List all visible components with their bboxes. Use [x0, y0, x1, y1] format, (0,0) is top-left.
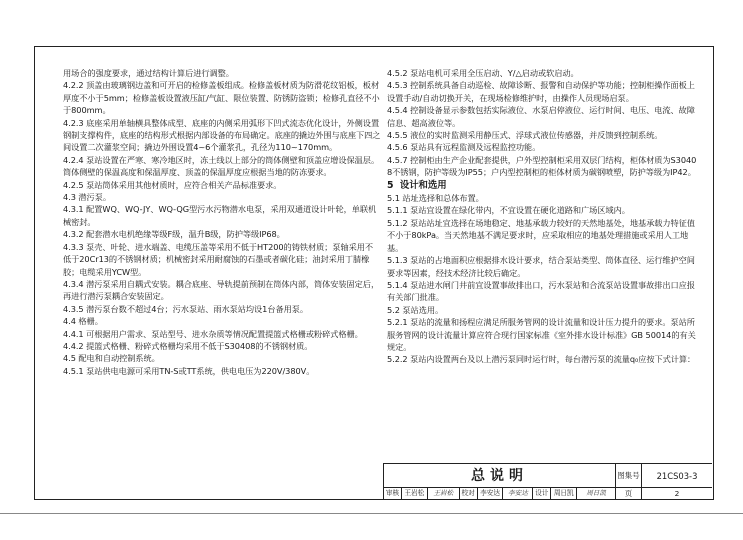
drawing-number: 21CS03-3 [642, 464, 712, 488]
paragraph: 4.3.4 潜污泵采用自耦式安装。耦合底座、导轨提前预制在筒体内部，筒体安装固定后，再进行潜污泵耦合安装固定。 [63, 278, 380, 302]
paragraph: 4.2.5 泵站筒体采用其他材质时，应符合相关产品标准要求。 [63, 179, 282, 190]
paragraph: 4.5 配电和自动控制系统。 [63, 353, 160, 364]
right-text-column [387, 67, 701, 366]
paragraph: 5.1.2 泵站站址宜选择在场地稳定、地基承载力较好的天然地基处，地基承载力特征值不小于80kPa。当天然地基不满足要求时，应采取相应的地基处理措施或采用人工地基。 [387, 217, 695, 253]
paragraph: 4.4.2 提篮式格栅、粉碎式格栅均采用不低于S30408的不锈钢材质。 [63, 340, 313, 351]
paragraph: 4.5.4 控制设备显示参数包括实际液位、水泵启停液位、运行时间、电压、电流、故障信息、超高液位等。 [387, 105, 695, 128]
review-label: 审核 [384, 488, 402, 499]
paragraph: 4.5.5 液位的实时监测采用静压式、浮球式液位传感器，并反馈到控制系统。 [387, 130, 663, 141]
paragraph: 5.1.4 泵站进水闸门井前宜设置事故排出口，污水泵站和合流泵站设置事故排出口应报有关部门批准。 [387, 279, 695, 303]
paragraph: 4.5.7 控制柜由生产企业配套提供，户外型控制柜采用双层门结构，柜体材质为S30408不锈钢，防护等级为IP55；户内型控制柜的柜体材质为碳钢喷塑，防护等级为IP42。 [387, 154, 697, 178]
paragraph: 4.5.6 泵站具有远程监测及远程监控功能。 [387, 142, 541, 153]
paragraph: 5.2.2 泵站内设置两台及以上潜污泵同时运行时，每台潜污泵的流量q₀应按下式计算： [387, 354, 696, 365]
reviewer-name: 王岩松 [402, 488, 428, 499]
paragraph: 4.3.5 潜污泵台数不超过4台；污水泵站、雨水泵站均设1台备用泵。 [63, 303, 309, 314]
title-block [383, 463, 712, 499]
left-text-column [63, 67, 381, 377]
paragraph: 4.2.4 泵站设置在严寒、寒冷地区时，冻土线以上部分的筒体侧壁和顶盖应增设保温层。筒体侧壁的保温高度和保温厚度、顶盖的保温厚度应根据当地的防冻要求。 [63, 154, 380, 178]
paragraph: 5.2 泵站选用。 [387, 304, 444, 315]
paragraph: 5.1.3 泵站的占地面积应根据排水设计要求，结合泵站类型、筒体直径、运行维护空间要求等因素，经技术经济比较后确定。 [387, 255, 695, 278]
paragraph: 5.2.1 泵站的流量和扬程应满足所服务管网的设计流量和设计压力提升的要求。泵站所服务管网的设计流量计算应符合现行国家标准《室外排水设计标准》GB 50014的有关规定。 [387, 317, 696, 352]
title-block-title: 总说明 [384, 464, 616, 488]
drawing-number-label: 图集号 [616, 464, 642, 488]
paragraph: 4.2.3 底座采用单轴横具整体成型、底座的内侧采用弧形下凹式流态优化设计，外侧设置钢制支撑构件，底座的结构形式根据内部设备的布局确定。底座的撬边外围与底座下四之间设置二次灌浆空间；撬边外围设置4~6个灌浆孔，孔径为110~170mm。 [63, 117, 381, 153]
paragraph: 用场合的强度要求，通过结构计算后进行调整。 [63, 68, 234, 78]
design-label: 设计 [533, 488, 551, 499]
section-heading: 5 设计和选用 [387, 179, 447, 191]
paragraph: 4.4.1 可根据用户需求、泵站型号、进水杂质等情况配置提篮式格栅或粉碎式格栅。 [63, 328, 363, 339]
paragraph: 4.3 潜污泵。 [63, 192, 111, 203]
checker-signature: 李安达 [503, 488, 533, 499]
paragraph: 5.1.1 泵站宜设置在绿化带内，不宜设置在硬化道路和广场区域内。 [387, 205, 630, 216]
bottom-divider [0, 513, 743, 514]
designer-name: 周日凯 [551, 488, 577, 499]
paragraph: 4.4 格栅。 [63, 316, 103, 327]
page-number: 2 [674, 489, 680, 498]
top-bar [0, 0, 743, 22]
page-label: 页 [616, 488, 642, 499]
paragraph: 4.5.3 控制系统具备自动巡检、故障诊断、报警和自动保护等功能；控制柜操作面板上设置手动/自动切换开关，在现场检修维护时，由操作人员现场启泵。 [387, 80, 695, 103]
drawing-sheet [34, 46, 714, 500]
check-label: 校对 [460, 488, 478, 499]
reviewer-signature: 王岩松 [428, 488, 460, 499]
paragraph: 4.2.2 顶盖由玻璃钢边盖和可开启的检修盖板组成。检修盖板材质为防滑花纹铝板，板材厚度不小于5mm；检修盖板设置液压缸/气缸、限位装置、防锈防盗锁；检修孔直径不小于800mm。 [63, 80, 380, 116]
paragraph: 4.5.1 泵站供电电源可采用TN-S或TT系统，供电电压为220V/380V。 [63, 365, 315, 376]
paragraph: 4.5.2 泵站电机可采用全压启动、Y/△启动或软启动。 [387, 68, 579, 78]
designer-signature: 周日凯 [586, 489, 606, 497]
checker-name: 李安达 [478, 488, 504, 499]
paragraph: 4.3.3 泵壳、叶轮、进水端盖、电缆压盖等采用不低于HT200的铸铁材质；泵轴采用不低于20Cr13的不锈钢材质；机械密封采用耐腐蚀的石墨或者碳化硅；油封采用丁腈橡胶；电缆采用YCW型。 [63, 241, 374, 277]
signature-row [384, 488, 616, 499]
paragraph: 5.1 站址选择和总体布置。 [387, 193, 484, 204]
paragraph: 4.3.1 配置WQ、WQ-JY、WQ-QG型污水污物潜水电泵，采用双通道设计叶轮，单联机械密封。 [63, 204, 377, 227]
paragraph: 4.3.2 配套潜水电机绝缘等级F级，温升B级，防护等级IP68。 [63, 229, 285, 240]
